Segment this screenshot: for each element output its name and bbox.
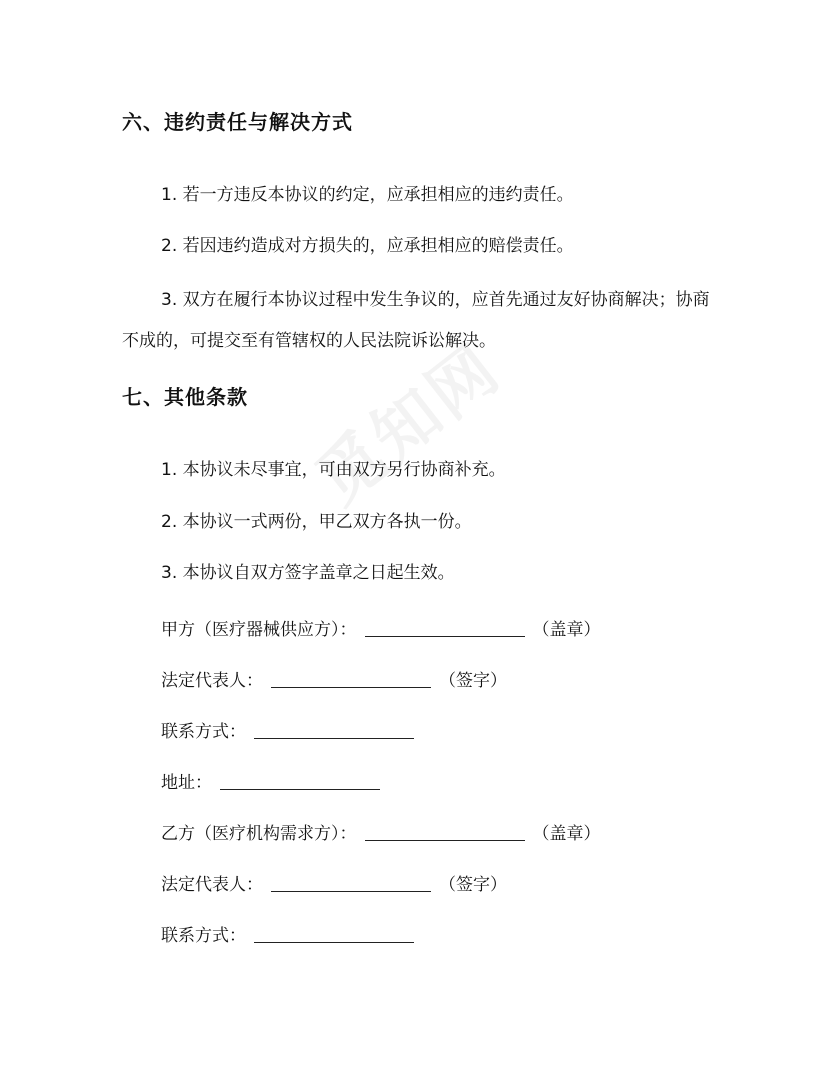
party-b-stamp-note: （盖章） bbox=[532, 824, 601, 844]
section-6-clause-1: 1. 若一方违反本协议的约定，应承担相应的违约责任。 bbox=[161, 185, 574, 205]
party-a-address-line bbox=[161, 768, 388, 793]
party-a-contact-blank[interactable] bbox=[254, 722, 414, 739]
section-7-clause-2: 2. 本协议一式两份，甲乙双方各执一份。 bbox=[161, 512, 472, 532]
party-a-stamp-note: （盖章） bbox=[532, 620, 601, 640]
party-a-address-blank[interactable] bbox=[220, 773, 380, 790]
party-a-address-label: 地址： bbox=[161, 773, 212, 793]
section-6-heading: 六、违约责任与解决方式 bbox=[122, 110, 353, 134]
party-a-rep-blank[interactable] bbox=[271, 671, 431, 688]
party-a-contact-label: 联系方式： bbox=[161, 722, 246, 742]
party-b-sign-note: （签字） bbox=[439, 875, 507, 895]
section-6-clause-2: 2. 若因违约造成对方损失的，应承担相应的赔偿责任。 bbox=[161, 236, 574, 256]
party-b-contact-line bbox=[161, 921, 422, 946]
party-a-sign-note: （签字） bbox=[439, 671, 507, 691]
party-b-signature-line bbox=[161, 819, 601, 844]
party-a-label: 甲方（医疗器械供应方）： bbox=[161, 620, 357, 640]
party-a-blank[interactable] bbox=[365, 620, 525, 637]
party-a-representative-line bbox=[161, 666, 507, 691]
party-b-blank[interactable] bbox=[365, 824, 525, 841]
party-b-representative-line bbox=[161, 870, 507, 895]
section-6-clause-3: 3. 双方在履行本协议过程中发生争议的，应首先通过友好协商解决；协商不成的，可提交至有管辖权的人民法院诉讼解决。 bbox=[122, 290, 710, 351]
section-7-clause-3: 3. 本协议自双方签字盖章之日起生效。 bbox=[161, 563, 455, 583]
section-7-heading: 七、其他条款 bbox=[122, 385, 248, 409]
party-b-rep-blank[interactable] bbox=[271, 875, 431, 892]
party-b-contact-blank[interactable] bbox=[254, 926, 414, 943]
section-7-clause-1: 1. 本协议未尽事宜，可由双方另行协商补充。 bbox=[161, 460, 506, 480]
party-a-contact-line bbox=[161, 717, 422, 742]
party-b-contact-label: 联系方式： bbox=[161, 926, 246, 946]
party-b-rep-label: 法定代表人： bbox=[161, 875, 263, 895]
party-b-label: 乙方（医疗机构需求方）： bbox=[161, 824, 357, 844]
party-a-signature-line bbox=[161, 615, 601, 640]
party-a-rep-label: 法定代表人： bbox=[161, 671, 263, 691]
